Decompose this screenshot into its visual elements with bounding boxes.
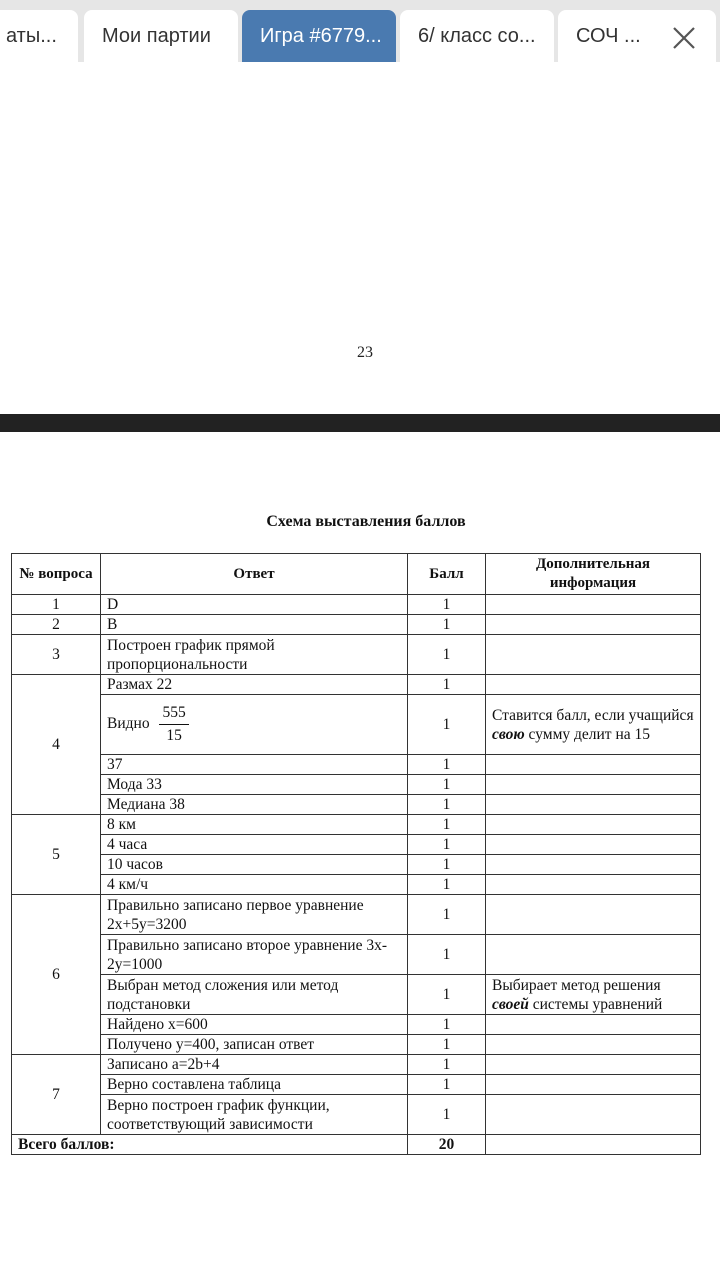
points-cell: 1 (408, 975, 486, 1015)
info-cell (486, 795, 701, 815)
tab-bar (0, 0, 720, 62)
page-title: Схема выставления баллов (266, 513, 466, 530)
scoring-table (11, 553, 701, 1155)
points-cell: 1 (408, 615, 486, 635)
info-emphasis: свою (492, 725, 525, 743)
points-cell: 1 (408, 1015, 486, 1035)
table-row (12, 775, 701, 795)
points-cell: 1 (408, 1075, 486, 1095)
info-cell (486, 1015, 701, 1035)
answer-cell: 8 км (101, 815, 408, 835)
answer-cell: Построен график прямой пропорциональности (101, 635, 408, 675)
answer-cell: B (101, 615, 408, 635)
points-cell: 1 (408, 895, 486, 935)
table-row (12, 935, 701, 975)
info-cell (486, 975, 701, 1015)
info-text: Ставится балл, если учащийся (492, 706, 694, 724)
answer-cell: 37 (101, 755, 408, 775)
points-cell: 1 (408, 855, 486, 875)
points-cell: 1 (408, 1035, 486, 1055)
tab-my-games[interactable]: Мои партии (84, 10, 238, 62)
answer-cell: Записано a=2b+4 (101, 1055, 408, 1075)
tab-soch[interactable]: СОЧ ... (558, 10, 716, 62)
points-cell: 1 (408, 1055, 486, 1075)
points-cell: 1 (408, 755, 486, 775)
points-cell: 1 (408, 675, 486, 695)
header-answer: Ответ (101, 554, 408, 595)
info-cell (486, 775, 701, 795)
table-row (12, 675, 701, 695)
answer-cell (101, 695, 408, 755)
question-number: 1 (12, 595, 101, 615)
info-cell (486, 835, 701, 855)
question-number: 7 (12, 1055, 101, 1135)
tab-1[interactable]: аты... (0, 10, 78, 62)
tab-class-document[interactable]: 6/ класс со... (400, 10, 554, 62)
info-text: системы уравнений (528, 995, 663, 1013)
points-cell: 1 (408, 835, 486, 855)
points-cell: 1 (408, 935, 486, 975)
fraction-numerator: 555 (159, 702, 188, 725)
question-number: 3 (12, 635, 101, 675)
header-info: Дополнительная информация (486, 554, 701, 595)
table-row (12, 875, 701, 895)
table-row (12, 595, 701, 615)
info-cell (486, 695, 701, 755)
answer-prefix: Видно (107, 715, 150, 733)
table-row (12, 815, 701, 835)
table-row (12, 635, 701, 675)
info-emphasis: своей (492, 995, 529, 1013)
close-icon[interactable] (662, 18, 702, 58)
info-cell (486, 1035, 701, 1055)
table-row (12, 755, 701, 775)
points-cell: 1 (408, 795, 486, 815)
fraction-denominator: 15 (166, 727, 182, 744)
answer-cell: Верно построен график функции, соответствующий зависимости (101, 1095, 408, 1135)
table-row (12, 695, 701, 755)
total-label: Всего баллов: (12, 1135, 408, 1155)
header-question: № вопроса (12, 554, 101, 595)
info-cell (486, 855, 701, 875)
info-cell (486, 1095, 701, 1135)
table-header (12, 554, 701, 595)
answer-cell: Выбран метод сложения или метод подстановки (101, 975, 408, 1015)
question-number: 6 (12, 895, 101, 1055)
info-cell (486, 875, 701, 895)
answer-cell: Правильно записано второе уравнение 3x-2y=1000 (101, 935, 408, 975)
fraction (159, 702, 188, 747)
points-cell: 1 (408, 815, 486, 835)
answer-cell: Получено y=400, записан ответ (101, 1035, 408, 1055)
table-row (12, 1015, 701, 1035)
page-separator (0, 414, 720, 432)
table-row (12, 1075, 701, 1095)
answer-cell: Верно составлена таблица (101, 1075, 408, 1095)
answer-cell: 4 км/ч (101, 875, 408, 895)
info-cell (486, 1075, 701, 1095)
answer-cell: 4 часа (101, 835, 408, 855)
info-cell (486, 615, 701, 635)
question-number: 4 (12, 675, 101, 815)
table-row (12, 1035, 701, 1055)
table-row (12, 895, 701, 935)
points-cell: 1 (408, 635, 486, 675)
question-number: 2 (12, 615, 101, 635)
header-points: Балл (408, 554, 486, 595)
table-row (12, 1095, 701, 1135)
points-cell: 1 (408, 775, 486, 795)
answer-cell: Мода 33 (101, 775, 408, 795)
info-cell (486, 895, 701, 935)
points-cell: 1 (408, 595, 486, 615)
table-row (12, 615, 701, 635)
info-text: Выбирает метод решения (492, 976, 661, 994)
total-row (12, 1135, 701, 1155)
info-cell (486, 675, 701, 695)
total-value: 20 (408, 1135, 486, 1155)
points-cell: 1 (408, 1095, 486, 1135)
info-cell (486, 635, 701, 675)
table-row (12, 855, 701, 875)
answer-cell: Найдено x=600 (101, 1015, 408, 1035)
table-row (12, 795, 701, 815)
info-cell (486, 755, 701, 775)
table-row (12, 835, 701, 855)
answer-cell: 10 часов (101, 855, 408, 875)
points-cell: 1 (408, 695, 486, 755)
question-number: 5 (12, 815, 101, 895)
table-row (12, 975, 701, 1015)
answer-cell: Правильно записано первое уравнение 2x+5y=3200 (101, 895, 408, 935)
info-cell (486, 815, 701, 835)
tab-game[interactable]: Игра #6779... (242, 10, 396, 62)
table-row (12, 1055, 701, 1075)
points-cell: 1 (408, 875, 486, 895)
info-text: сумму делит на 15 (524, 725, 651, 743)
info-cell (486, 595, 701, 615)
info-cell (486, 935, 701, 975)
answer-cell: Размах 22 (101, 675, 408, 695)
answer-cell: Медиана 38 (101, 795, 408, 815)
page-number: 23 (357, 344, 373, 361)
info-cell (486, 1135, 701, 1155)
answer-cell: D (101, 595, 408, 615)
info-cell (486, 1055, 701, 1075)
